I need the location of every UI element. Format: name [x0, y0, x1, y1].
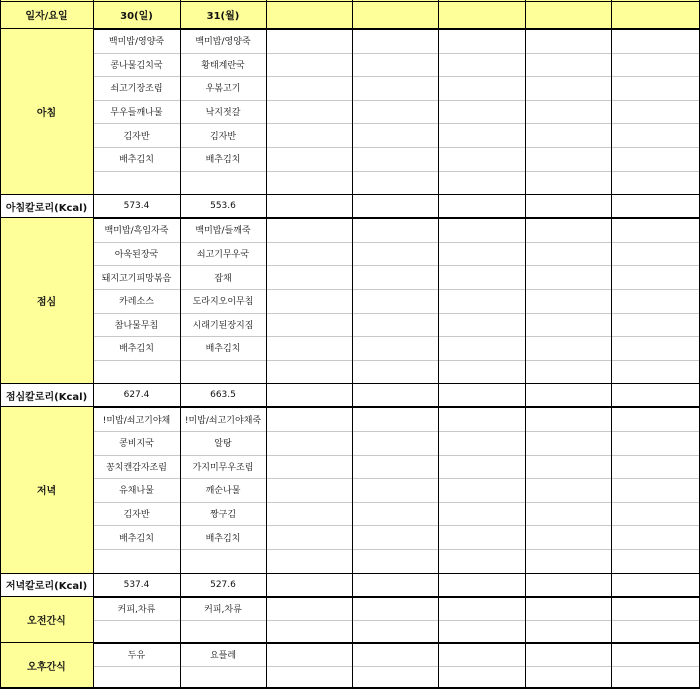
menu-item-day2[interactable] [180, 147, 266, 171]
menu-item-day1[interactable] [93, 76, 180, 100]
menu-item-day2[interactable] [180, 218, 266, 242]
menu-item-day1[interactable] [93, 407, 180, 431]
menu-item-day1-text: 배추김치 [119, 533, 154, 544]
calorie-day1-text: 537.4 [123, 579, 150, 590]
calorie-day2-text: 663.5 [210, 390, 236, 401]
header-col-2-text: 31(월) [206, 11, 240, 22]
menu-item-day2-text: 배추김치 [205, 155, 241, 166]
menu-item-day1-text: 배추김치 [119, 344, 154, 355]
menu-item-day2-text: !미밥/쇠고기야채죽 [184, 415, 262, 426]
menu-item-day2[interactable] [180, 123, 266, 147]
header-col-5 [438, 0, 525, 29]
menu-item-day1[interactable] [93, 289, 180, 313]
header-date-label [0, 0, 93, 29]
calorie-day1[interactable] [93, 383, 180, 407]
grid-vline [438, 0, 439, 688]
header-col-1-text: 30(일) [120, 11, 153, 22]
menu-item-day1-text: 꽁치캔감자조림 [106, 462, 167, 473]
grid-vline [93, 0, 94, 688]
menu-item-day1[interactable] [93, 242, 180, 266]
calorie-day2-text: 527.6 [210, 579, 236, 590]
snack-day2-text: 커피,차류 [204, 605, 242, 616]
menu-item-day2[interactable] [180, 242, 266, 266]
menu-item-day2-text: 백미밥/들깨죽 [195, 226, 251, 237]
snack-label-1 [0, 643, 93, 688]
menu-item-day1[interactable] [93, 100, 180, 124]
section-label-1 [0, 218, 93, 383]
grid-vline [180, 0, 181, 688]
section-label-2-text: 저녁 [36, 486, 57, 498]
menu-item-day2[interactable] [180, 360, 266, 384]
menu-item-day2-text: 가지미무우조림 [192, 462, 254, 473]
menu-item-day2[interactable] [180, 525, 266, 549]
menu-item-day1-text: 참나물무침 [114, 320, 159, 331]
menu-item-day1-text: 돼지고기피망볶음 [101, 273, 172, 284]
menu-item-day1[interactable] [93, 313, 180, 337]
snack-day2-text: 요플레 [209, 651, 237, 662]
menu-item-day2[interactable] [180, 431, 266, 455]
grid-hline [0, 642, 700, 644]
menu-item-day1-text: 콩나물김치국 [110, 60, 163, 71]
grid-hline [93, 666, 700, 667]
section-label-2 [0, 407, 93, 572]
menu-item-day2-text: 깨순나물 [205, 486, 241, 497]
snack-day1-text: 두유 [127, 651, 146, 662]
calorie-label-2-text: 저녁칼로리(Kcal) [5, 581, 88, 593]
menu-item-day2-text: 황태계란국 [201, 60, 245, 71]
header-col-7 [611, 0, 699, 29]
menu-item-day2-text: 우볶고기 [205, 84, 241, 95]
grid-vline [525, 0, 526, 688]
calorie-day1[interactable] [93, 194, 180, 218]
menu-item-day1[interactable] [93, 29, 180, 53]
menu-item-day1[interactable] [93, 171, 180, 195]
snack-day1-text: 커피,차류 [117, 605, 156, 616]
menu-item-day2-text: 알탕 [214, 439, 232, 450]
menu-item-day1[interactable] [93, 549, 180, 573]
grid-vline [611, 0, 612, 688]
calorie-day1-text: 573.4 [123, 201, 150, 212]
menu-item-day1[interactable] [93, 478, 180, 502]
menu-item-day2[interactable] [180, 313, 266, 337]
menu-item-day1[interactable] [93, 431, 180, 455]
menu-item-day1[interactable] [93, 455, 180, 479]
menu-item-day1[interactable] [93, 336, 180, 360]
menu-item-day2[interactable] [180, 100, 266, 124]
menu-item-day1-text: 백미밥/영양죽 [108, 37, 165, 48]
snack-day2[interactable] [180, 646, 266, 664]
calorie-label-2 [0, 573, 93, 597]
menu-item-day1[interactable] [93, 265, 180, 289]
menu-item-day2-text: 짱구김 [209, 510, 237, 521]
menu-item-day2[interactable] [180, 549, 266, 573]
grid-vline [0, 0, 1, 688]
menu-item-day1[interactable] [93, 218, 180, 242]
menu-item-day1-text: 배추김치 [119, 155, 154, 166]
grid-hline [93, 620, 700, 621]
menu-item-day1[interactable] [93, 123, 180, 147]
calorie-day2[interactable] [180, 383, 266, 407]
menu-item-day2[interactable] [180, 502, 266, 526]
menu-item-day1-text: 백미밥/흑임자죽 [104, 226, 169, 237]
menu-item-day1-text: 쇠고기장조림 [110, 84, 163, 95]
grid-hline [0, 1, 700, 2]
menu-item-day1[interactable] [93, 525, 180, 549]
calorie-day2[interactable] [180, 194, 266, 218]
menu-item-day1-text: 김자반 [123, 510, 150, 521]
menu-item-day1-text: !미밥/쇠고기야채 [102, 415, 171, 426]
calorie-day1[interactable] [93, 573, 180, 597]
header-col-3 [266, 0, 352, 29]
menu-item-day2[interactable] [180, 407, 266, 431]
calorie-label-1 [0, 383, 93, 407]
snack-day2[interactable] [180, 600, 266, 618]
menu-item-day1-text: 김자반 [123, 131, 150, 142]
menu-item-day2[interactable] [180, 455, 266, 479]
grid-vline [266, 0, 267, 688]
menu-item-day1-text: 유채나물 [119, 486, 154, 497]
menu-item-day2-text: 배추김치 [205, 344, 241, 355]
snack-label-0 [0, 597, 93, 643]
menu-item-day2-text: 도라지오이무침 [192, 297, 254, 308]
menu-item-day2-text: 시래기된장지짐 [192, 320, 254, 331]
snack-day1[interactable] [93, 646, 180, 664]
snack-day1[interactable] [93, 600, 180, 618]
header-date-label-text: 일자/요일 [25, 11, 68, 22]
grid-hline [0, 687, 700, 689]
menu-item-day2[interactable] [180, 76, 266, 100]
calorie-day2[interactable] [180, 573, 266, 597]
menu-item-day2-text: 배추김치 [205, 533, 241, 544]
calorie-day2-text: 553.6 [210, 201, 236, 212]
menu-item-day1[interactable] [93, 53, 180, 77]
section-label-1-text: 점심 [36, 297, 57, 309]
menu-item-day1-text: 콩비지국 [119, 439, 154, 450]
menu-item-day1[interactable] [93, 360, 180, 384]
menu-item-day1[interactable] [93, 502, 180, 526]
section-label-0-text: 아침 [36, 108, 57, 120]
menu-item-day2-text: 쇠고기무우국 [196, 250, 250, 261]
menu-item-day2[interactable] [180, 289, 266, 313]
menu-item-day2-text: 백미밥/영양죽 [195, 37, 251, 48]
menu-item-day1-text: 무우들깨나물 [110, 108, 163, 119]
menu-item-day2[interactable] [180, 336, 266, 360]
menu-item-day2[interactable] [180, 171, 266, 195]
menu-item-day1[interactable] [93, 147, 180, 171]
menu-item-day1-text: 카레소스 [119, 297, 154, 308]
header-col-4 [352, 0, 438, 29]
snack-label-0-text: 오전간식 [27, 616, 66, 628]
menu-item-day2[interactable] [180, 478, 266, 502]
menu-item-day2[interactable] [180, 29, 266, 53]
menu-item-day2-text: 잡채 [214, 273, 232, 284]
section-label-0 [0, 29, 93, 194]
grid-vline [352, 0, 353, 688]
menu-item-day2[interactable] [180, 265, 266, 289]
menu-item-day2-text: 김자반 [209, 131, 237, 142]
snack-label-1-text: 오후간식 [27, 661, 66, 673]
menu-item-day2-text: 낙지젓갈 [205, 108, 241, 119]
calorie-day1-text: 627.4 [123, 390, 150, 401]
grid-hline [0, 596, 700, 598]
header-col-6 [525, 0, 611, 29]
header-col-1 [93, 0, 180, 29]
calorie-label-1-text: 점심칼로리(Kcal) [5, 391, 88, 403]
header-col-2 [180, 0, 266, 29]
calorie-label-0-text: 아침칼로리(Kcal) [5, 202, 88, 214]
menu-item-day1-text: 아욱된장국 [114, 250, 159, 261]
menu-item-day2[interactable] [180, 53, 266, 77]
calorie-label-0 [0, 194, 93, 218]
